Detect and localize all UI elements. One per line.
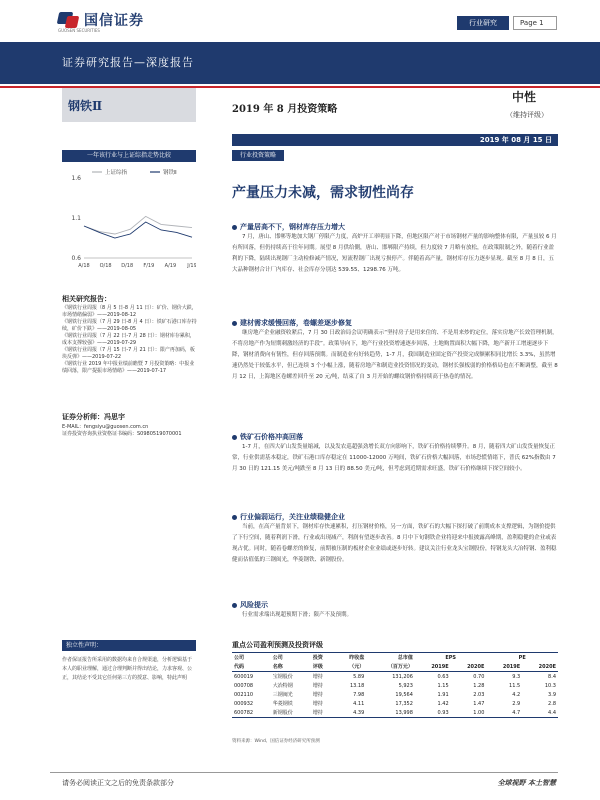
section-heading: 铁矿石价格冲高回落: [232, 432, 558, 442]
table-cell: 5.89: [353, 673, 365, 680]
column-header: （百万元）: [366, 662, 415, 672]
table-cell: 增持: [312, 674, 323, 680]
earnings-table-title: 重点公司盈利预测及投资评级: [232, 641, 323, 649]
bullet-icon: [232, 435, 237, 440]
table-cell: 13.18: [349, 682, 365, 689]
x-tick-label: A/19: [164, 263, 177, 269]
company-name: 国信证券: [84, 13, 144, 29]
column-header: 2019E: [415, 662, 451, 672]
footer-disclaimer-note: 请务必阅读正文之后的免责条款部分: [62, 779, 174, 787]
report-date: 2019 年 08 月 15 日: [479, 136, 552, 144]
table-row: [232, 699, 558, 708]
footer-divider: [50, 772, 558, 773]
x-tick-label: O/18: [99, 263, 112, 269]
table-cell: 华菱钢铁: [272, 701, 293, 707]
analyst-certificate: 证券投资咨询执业资格证书编码：S0980519070001: [62, 431, 182, 437]
column-header: 2020E: [522, 662, 558, 672]
report-name: 2019 年 8 月投资策略: [232, 104, 338, 115]
table-cell: 4.7: [486, 708, 522, 718]
table-row: [232, 681, 558, 690]
table-cell: 增持: [312, 701, 323, 707]
section-heading: 行业偏弱运行，关注业绩稳健企业: [232, 512, 558, 522]
section-heading: 风险提示: [232, 600, 558, 610]
table-cell: 17,352: [395, 700, 413, 707]
section-outlook: [232, 512, 558, 566]
bullet-icon: [232, 603, 237, 608]
table-cell: 7.98: [353, 691, 365, 698]
main-title: 产量压力未减，需求韧性尚存: [232, 185, 414, 201]
section-heading: 建材需求缓慢回落，卷螺差逐步修复: [232, 318, 558, 328]
table-cell: 新钢股份: [271, 708, 311, 718]
table-cell: 4.2: [512, 691, 521, 698]
related-report-item[interactable]: 《钢铁行业 2019 年中报业绩前瞻暨 7 月投资策略：中报业绩回落，限产提振市场情绪》——2019-07-17: [62, 361, 195, 374]
table-cell: 宝钢股份: [272, 674, 293, 680]
table-cell: 8.4: [548, 673, 556, 680]
table-cell: 600782: [232, 708, 271, 718]
section-body: 7 月，唐山、邯郸等地加大钢厂停限产力度，高炉开工率明显下降，但地区限产对于市场钢材产量的影响整体有限，产量虽较 6 月有所回落，但仍持续高于往年同期。展望 8 月供给側，唐山、邯郸限产持续，但力度较 7 月略有放松，在政策限制之外，随着行业盈利的下降，陆续出现钢厂主动检修减产情况，短流程钢厂出现亏损停产。伴随着高产量，钢材库存压力逐步显现。截至 8 月 8 日，五大品种钢材合计厂内库存、社会库存分别达 539.55、1298.76 万吨。: [232, 234, 557, 273]
table-cell: 000932: [234, 700, 254, 707]
table-row: [232, 672, 558, 682]
x-tick-label: F/19: [143, 263, 155, 269]
table-cell: 0.93: [415, 708, 451, 718]
related-report-item[interactable]: 《钢铁行业周报（8 月 5 日-8 月 11 日）：矿价、钢价大跌，市场情绪偏弱》——2019-08-12: [62, 305, 197, 318]
disclaimer-text: 作者保证报告所采用的数据均来自合规渠道，分析逻辑基于本人的职业理解，通过合理判断并得出结论，力求客观、公正，其结论不受其它任何第三方的授意、影响，特此声明: [62, 657, 193, 681]
x-tick-label: A/18: [78, 263, 90, 269]
related-reports-list: [62, 305, 198, 375]
column-header: 评级: [311, 662, 334, 672]
disclaimer-heading: 独立性声明：: [62, 640, 196, 651]
legend-label: 上证综指: [105, 170, 128, 176]
table-cell: 000708: [234, 682, 254, 689]
related-report-item[interactable]: 《钢铁行业周报（7 月 29 日-8 月 4 日）：铁矿石港口库存持续，矿价下跌》——2019-08-05: [62, 319, 197, 332]
table-cell: 增持: [311, 708, 334, 718]
table-cell: 4.4: [522, 708, 558, 718]
table-cell: 2.9: [512, 700, 521, 707]
company-logo: [58, 10, 144, 30]
related-reports-title: 相关研究报告：: [62, 295, 111, 303]
table-cell: 5,923: [398, 682, 413, 689]
table-cell: 1.91: [437, 691, 449, 698]
analyst-email[interactable]: E-MAIL：fengsiyu@guosen.com.cn: [62, 424, 149, 430]
table-cell: 131,206: [392, 673, 413, 680]
analyst-label: 证券分析师：: [62, 413, 104, 421]
bullet-icon: [232, 225, 237, 230]
rating: 中性: [512, 90, 537, 104]
section-iron-ore: [232, 432, 558, 475]
series-line: [84, 216, 192, 234]
table-cell: 9.3: [512, 673, 521, 680]
table-cell: 11.5: [509, 682, 521, 689]
table-cell: 4.39: [334, 708, 366, 718]
section-body: 继房地产企业融资收紧后，7 月 30 日政治局会议明确表示“坚持房子是用来住的、不是用来炒的定位，落实房地产长效管理机制，不将房地产作为短期刺激经济的手段”。政策导向下，地产行业投资增速逐步回落，土地购置面积大幅下降，地产新开工增速逐步下降，钢材消费向有韧性，但存回落预期。而制造业有好转趋势，1-7 月，我国制造业固定资产投资完成额累积同比增长 3.3%，虽然增速仍然处于较低水平，但已连续 3 个小幅上涨，随着房地产和制造业投资情况的变动，钢材长强板弱的价格格局也在不断调整，截至 8 月 12 日，上海地区卷螺差回升至 20 元/吨，结束了自 3 月开始的螺纹钢价格持续高于热卷的情况。: [232, 330, 558, 380]
column-header: 2019E: [486, 662, 522, 672]
table-cell: 1.47: [473, 700, 485, 707]
column-header: 代码: [232, 662, 271, 672]
table-row: [232, 690, 558, 699]
bullet-icon: [232, 321, 237, 326]
table-row: [232, 708, 558, 718]
page-number: Page 1: [513, 16, 557, 30]
rating-note: （维持评级）: [506, 111, 548, 119]
chart-heading: 一年该行业与上证综指走势比较: [62, 150, 196, 162]
table-header-row: [232, 653, 558, 663]
trend-chart: [62, 166, 196, 276]
analyst-block: [62, 412, 125, 422]
column-header: 名称: [271, 662, 311, 672]
table-header-row: [232, 662, 558, 672]
y-tick-label: 0.6: [71, 255, 81, 262]
column-header: （元）: [334, 662, 366, 672]
page-header: [0, 0, 600, 40]
table-cell: 1.15: [437, 682, 449, 689]
footer-slogan: 全球视野 本土智慧: [497, 778, 556, 787]
table-cell: 0.63: [437, 673, 449, 680]
related-report-item[interactable]: 《钢铁行业周报（7 月 22 日-7 月 28 日）：钢材库存累积，成本支撑较强》——2019-07-29: [62, 333, 195, 346]
column-header: 昨收盘: [334, 653, 366, 663]
column-header: 总市值: [366, 653, 415, 663]
section-heading: 产量居高不下，钢材库存压力增大: [232, 222, 558, 232]
banner-title: 证券研究报告—深度报告: [62, 56, 194, 69]
analyst-name: 冯思宇: [104, 413, 125, 421]
table-cell: 002110: [234, 691, 254, 698]
column-header: 公司: [271, 653, 311, 663]
table-cell: 3.9: [548, 691, 556, 698]
table-cell: 1.42: [437, 700, 449, 707]
earnings-table: [232, 652, 558, 718]
analyst-info: [62, 424, 202, 438]
x-tick-label: J/19: [187, 263, 196, 269]
section-body: 1-7 月，在四大矿山发货量缩减，以及发农巡超强劲增长双方向影响下，铁矿石价格持续攀升。8 月，随着四大矿山发货量恢复正常，行业供需基本稳定，铁矿石港口库存稳定在 11000-12000 万吨间，铁矿石价格大幅回落，市场恐慌情绪下，普氏 62%指数由 7 月 30 日的 121.15 美元/吨跌至 8 月 13 日的 88.50 美元/吨，但考虑到近期需求旺盛，铁矿石价格继续下探空间较小。: [232, 444, 556, 472]
column-header: 投资: [311, 653, 334, 663]
table-source: 资料来源：Wind、国信证券经济研究所预测: [232, 739, 320, 744]
x-tick-label: D/18: [121, 263, 134, 269]
column-header: EPS: [415, 653, 487, 663]
strategy-tag: 行业投资策略: [232, 150, 284, 161]
table-cell: 2.8: [548, 700, 556, 707]
section-body: 行业需求端出现超预期下滑；限产不及预期。: [242, 612, 353, 618]
column-header: 2020E: [451, 662, 487, 672]
table-cell: 0.70: [473, 673, 485, 680]
table-cell: 600019: [234, 673, 254, 680]
bullet-icon: [232, 515, 237, 520]
table-cell: 增持: [312, 692, 323, 698]
table-cell: 4.11: [353, 700, 365, 707]
section-production: [232, 222, 558, 276]
trend-chart-svg: [62, 166, 196, 276]
y-tick-label: 1.1: [71, 215, 81, 222]
logo-mark-icon: [58, 12, 80, 28]
table-cell: 10.3: [544, 682, 556, 689]
report-type-banner: [0, 42, 600, 84]
table-cell: 1.00: [451, 708, 487, 718]
column-header: 公司: [232, 653, 271, 663]
section-demand: [232, 318, 558, 383]
y-tick-label: 1.6: [71, 175, 81, 182]
date-bar: [232, 134, 558, 146]
table-cell: 增持: [312, 683, 323, 689]
report-category-badge: 行业研究: [457, 16, 509, 30]
legend-label: 钢铁Ⅱ: [163, 170, 177, 176]
table-cell: 大冶特钢: [272, 683, 293, 689]
industry-box: [62, 88, 196, 122]
section-body: 当前，在高产量背景下，钢材库存快速累积，打压钢材价格，另一方面，铁矿石的大幅下探打破了前期成本支撑逻辑，为钢价提供了下行空间，随着利润下滑，行业或出现减产，利润有望逐步改善。8 月中下旬钢铁企业将迎来中报披露高峰期，盈利稳健的企业或表现占优。同时，随着卷螺差的修复，前期被压制的板材企业业绩或逐步好转。建议关注行业龙头宝钢股份，特钢龙头大冶特钢、盈利稳健而估值低的三钢闽光，华菱钢铁、新钢股份。: [232, 524, 557, 563]
section-risk: [232, 600, 558, 621]
industry-name: 钢铁Ⅱ: [68, 99, 103, 113]
related-report-item[interactable]: 《钢铁行业周报（7 月 15 日-7 月 21 日）：限产再加码，板块反弹》——2019-07-22: [62, 347, 195, 360]
company-name-en: GUOSEN SECURITIES: [58, 28, 100, 33]
series-line: [84, 222, 192, 238]
table-cell: 三钢闽光: [272, 692, 293, 698]
table-cell: 13,998: [366, 708, 415, 718]
column-header: PE: [486, 653, 558, 663]
table-cell: 2.03: [473, 691, 485, 698]
table-cell: 1.28: [473, 682, 485, 689]
table-cell: 19,564: [395, 691, 413, 698]
